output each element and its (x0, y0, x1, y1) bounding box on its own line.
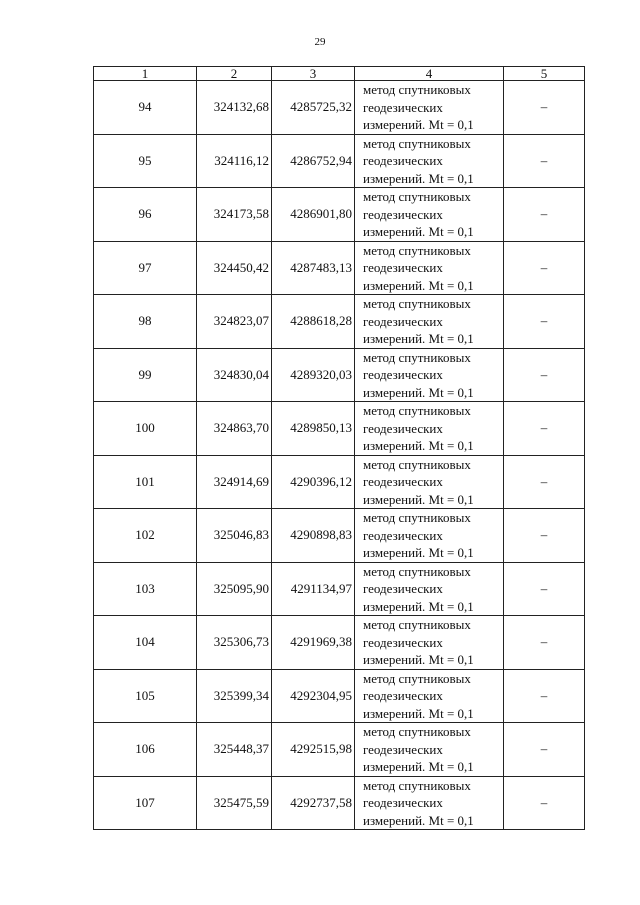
point-number-cell: 98 (94, 295, 197, 349)
y-coordinate-cell: 4290396,12 (272, 455, 355, 509)
point-number-cell: 106 (94, 723, 197, 777)
method-line: метод спутниковых (363, 296, 471, 311)
method-line: геодезических (363, 260, 443, 275)
point-number-cell: 105 (94, 669, 197, 723)
x-coordinate-cell: 325475,59 (197, 776, 272, 830)
note-cell: – (504, 295, 585, 349)
table-row (94, 81, 585, 135)
note-cell: – (504, 616, 585, 670)
y-coordinate-cell: 4290898,83 (272, 509, 355, 563)
method-line: измерений. Mt = 0,1 (363, 491, 474, 507)
table-row (94, 616, 585, 670)
note-cell: – (504, 81, 585, 135)
y-coordinate-cell: 4288618,28 (272, 295, 355, 349)
method-line: метод спутниковых (363, 777, 471, 793)
method-line: геодезических (363, 99, 443, 115)
point-number-cell: 107 (94, 776, 197, 830)
method-line: измерений. Mt = 0,1 (363, 812, 474, 828)
note-cell: – (504, 134, 585, 188)
method-cell (355, 81, 504, 135)
table-row (94, 669, 585, 723)
y-coordinate-cell: 4286752,94 (272, 134, 355, 188)
method-line: метод спутниковых (363, 724, 471, 739)
column-header-5: 5 (504, 67, 585, 81)
method-line: измерений. Mt = 0,1 (363, 331, 474, 346)
x-coordinate-cell: 324914,69 (197, 455, 272, 509)
table-row (94, 134, 585, 188)
y-coordinate-cell: 4291969,38 (272, 616, 355, 670)
method-cell (355, 402, 504, 456)
table-row (94, 562, 585, 616)
x-coordinate-cell: 324132,68 (197, 81, 272, 135)
note-cell: – (504, 455, 585, 509)
method-line: метод спутниковых (363, 403, 471, 418)
x-coordinate-cell: 324173,58 (197, 188, 272, 242)
point-number-cell: 103 (94, 562, 197, 616)
method-cell (355, 134, 504, 188)
method-line: метод спутниковых (363, 670, 471, 686)
x-coordinate-cell: 325399,34 (197, 669, 272, 723)
y-coordinate-cell: 4292737,58 (272, 776, 355, 830)
column-header-1: 1 (94, 67, 197, 81)
table-row (94, 402, 585, 456)
note-cell: – (504, 188, 585, 242)
method-line: геодезических (363, 527, 443, 543)
method-line: измерений. Mt = 0,1 (363, 438, 474, 453)
y-coordinate-cell: 4289320,03 (272, 348, 355, 402)
x-coordinate-cell: 325448,37 (197, 723, 272, 777)
method-line: измерений. Mt = 0,1 (363, 598, 474, 614)
y-coordinate-cell: 4287483,13 (272, 241, 355, 295)
x-coordinate-cell: 325306,73 (197, 616, 272, 670)
point-number-cell: 97 (94, 241, 197, 295)
method-line: геодезических (363, 206, 443, 222)
table-body (94, 81, 585, 830)
x-coordinate-cell: 325095,90 (197, 562, 272, 616)
method-cell (355, 348, 504, 402)
method-line: геодезических (363, 313, 443, 329)
header-row (94, 67, 585, 81)
point-number-cell: 95 (94, 134, 197, 188)
note-cell: – (504, 562, 585, 616)
method-line: метод спутниковых (363, 349, 471, 365)
method-line: измерений. Mt = 0,1 (363, 117, 474, 132)
method-line: метод спутниковых (363, 82, 471, 97)
method-line: метод спутниковых (363, 189, 471, 204)
method-line: измерений. Mt = 0,1 (363, 384, 474, 400)
column-header-2: 2 (197, 67, 272, 81)
method-cell (355, 188, 504, 242)
page-number: 29 (314, 36, 326, 48)
y-coordinate-cell: 4292515,98 (272, 723, 355, 777)
x-coordinate-cell: 324830,04 (197, 348, 272, 402)
method-line: метод спутниковых (363, 242, 471, 258)
table-row (94, 776, 585, 830)
method-line: измерений. Mt = 0,1 (363, 705, 474, 721)
method-line: геодезических (363, 474, 443, 489)
note-cell: – (504, 669, 585, 723)
coordinates-table (93, 66, 585, 830)
y-coordinate-cell: 4291134,97 (272, 562, 355, 616)
column-header-3: 3 (272, 67, 355, 81)
method-cell (355, 669, 504, 723)
table-row (94, 295, 585, 349)
method-cell (355, 723, 504, 777)
point-number-cell: 102 (94, 509, 197, 563)
table-header (94, 67, 585, 81)
method-line: геодезических (363, 581, 443, 596)
method-line: метод спутниковых (363, 617, 471, 632)
x-coordinate-cell: 324823,07 (197, 295, 272, 349)
method-line: измерений. Mt = 0,1 (363, 652, 474, 667)
method-line: геодезических (363, 153, 443, 168)
method-cell (355, 562, 504, 616)
method-line: измерений. Mt = 0,1 (363, 759, 474, 774)
point-number-cell: 104 (94, 616, 197, 670)
point-number-cell: 94 (94, 81, 197, 135)
method-line: геодезических (363, 688, 443, 703)
table-row (94, 241, 585, 295)
method-cell (355, 241, 504, 295)
method-line: геодезических (363, 367, 443, 382)
x-coordinate-cell: 325046,83 (197, 509, 272, 563)
y-coordinate-cell: 4285725,32 (272, 81, 355, 135)
table-row (94, 188, 585, 242)
method-cell (355, 616, 504, 670)
y-coordinate-cell: 4289850,13 (272, 402, 355, 456)
method-line: метод спутниковых (363, 563, 471, 579)
method-line: геодезических (363, 795, 443, 810)
x-coordinate-cell: 324450,42 (197, 241, 272, 295)
point-number-cell: 100 (94, 402, 197, 456)
method-line: метод спутниковых (363, 456, 471, 472)
point-number-cell: 96 (94, 188, 197, 242)
method-line: метод спутниковых (363, 510, 471, 525)
method-cell (355, 509, 504, 563)
note-cell: – (504, 348, 585, 402)
note-cell: – (504, 723, 585, 777)
method-cell (355, 776, 504, 830)
table-row (94, 723, 585, 777)
method-line: измерений. Mt = 0,1 (363, 170, 474, 186)
point-number-cell: 101 (94, 455, 197, 509)
note-cell: – (504, 776, 585, 830)
method-line: измерений. Mt = 0,1 (363, 277, 474, 293)
method-line: геодезических (363, 420, 443, 436)
y-coordinate-cell: 4286901,80 (272, 188, 355, 242)
x-coordinate-cell: 324863,70 (197, 402, 272, 456)
y-coordinate-cell: 4292304,95 (272, 669, 355, 723)
x-coordinate-cell: 324116,12 (197, 134, 272, 188)
table-row (94, 348, 585, 402)
table-row (94, 509, 585, 563)
method-line: измерений. Mt = 0,1 (363, 224, 474, 239)
method-line: измерений. Mt = 0,1 (363, 545, 474, 560)
table-row (94, 455, 585, 509)
note-cell: – (504, 402, 585, 456)
method-line: геодезических (363, 741, 443, 757)
method-cell (355, 295, 504, 349)
column-header-4: 4 (355, 67, 504, 81)
method-line: геодезических (363, 634, 443, 650)
point-number-cell: 99 (94, 348, 197, 402)
note-cell: – (504, 509, 585, 563)
note-cell: – (504, 241, 585, 295)
method-cell (355, 455, 504, 509)
method-line: метод спутниковых (363, 135, 471, 151)
